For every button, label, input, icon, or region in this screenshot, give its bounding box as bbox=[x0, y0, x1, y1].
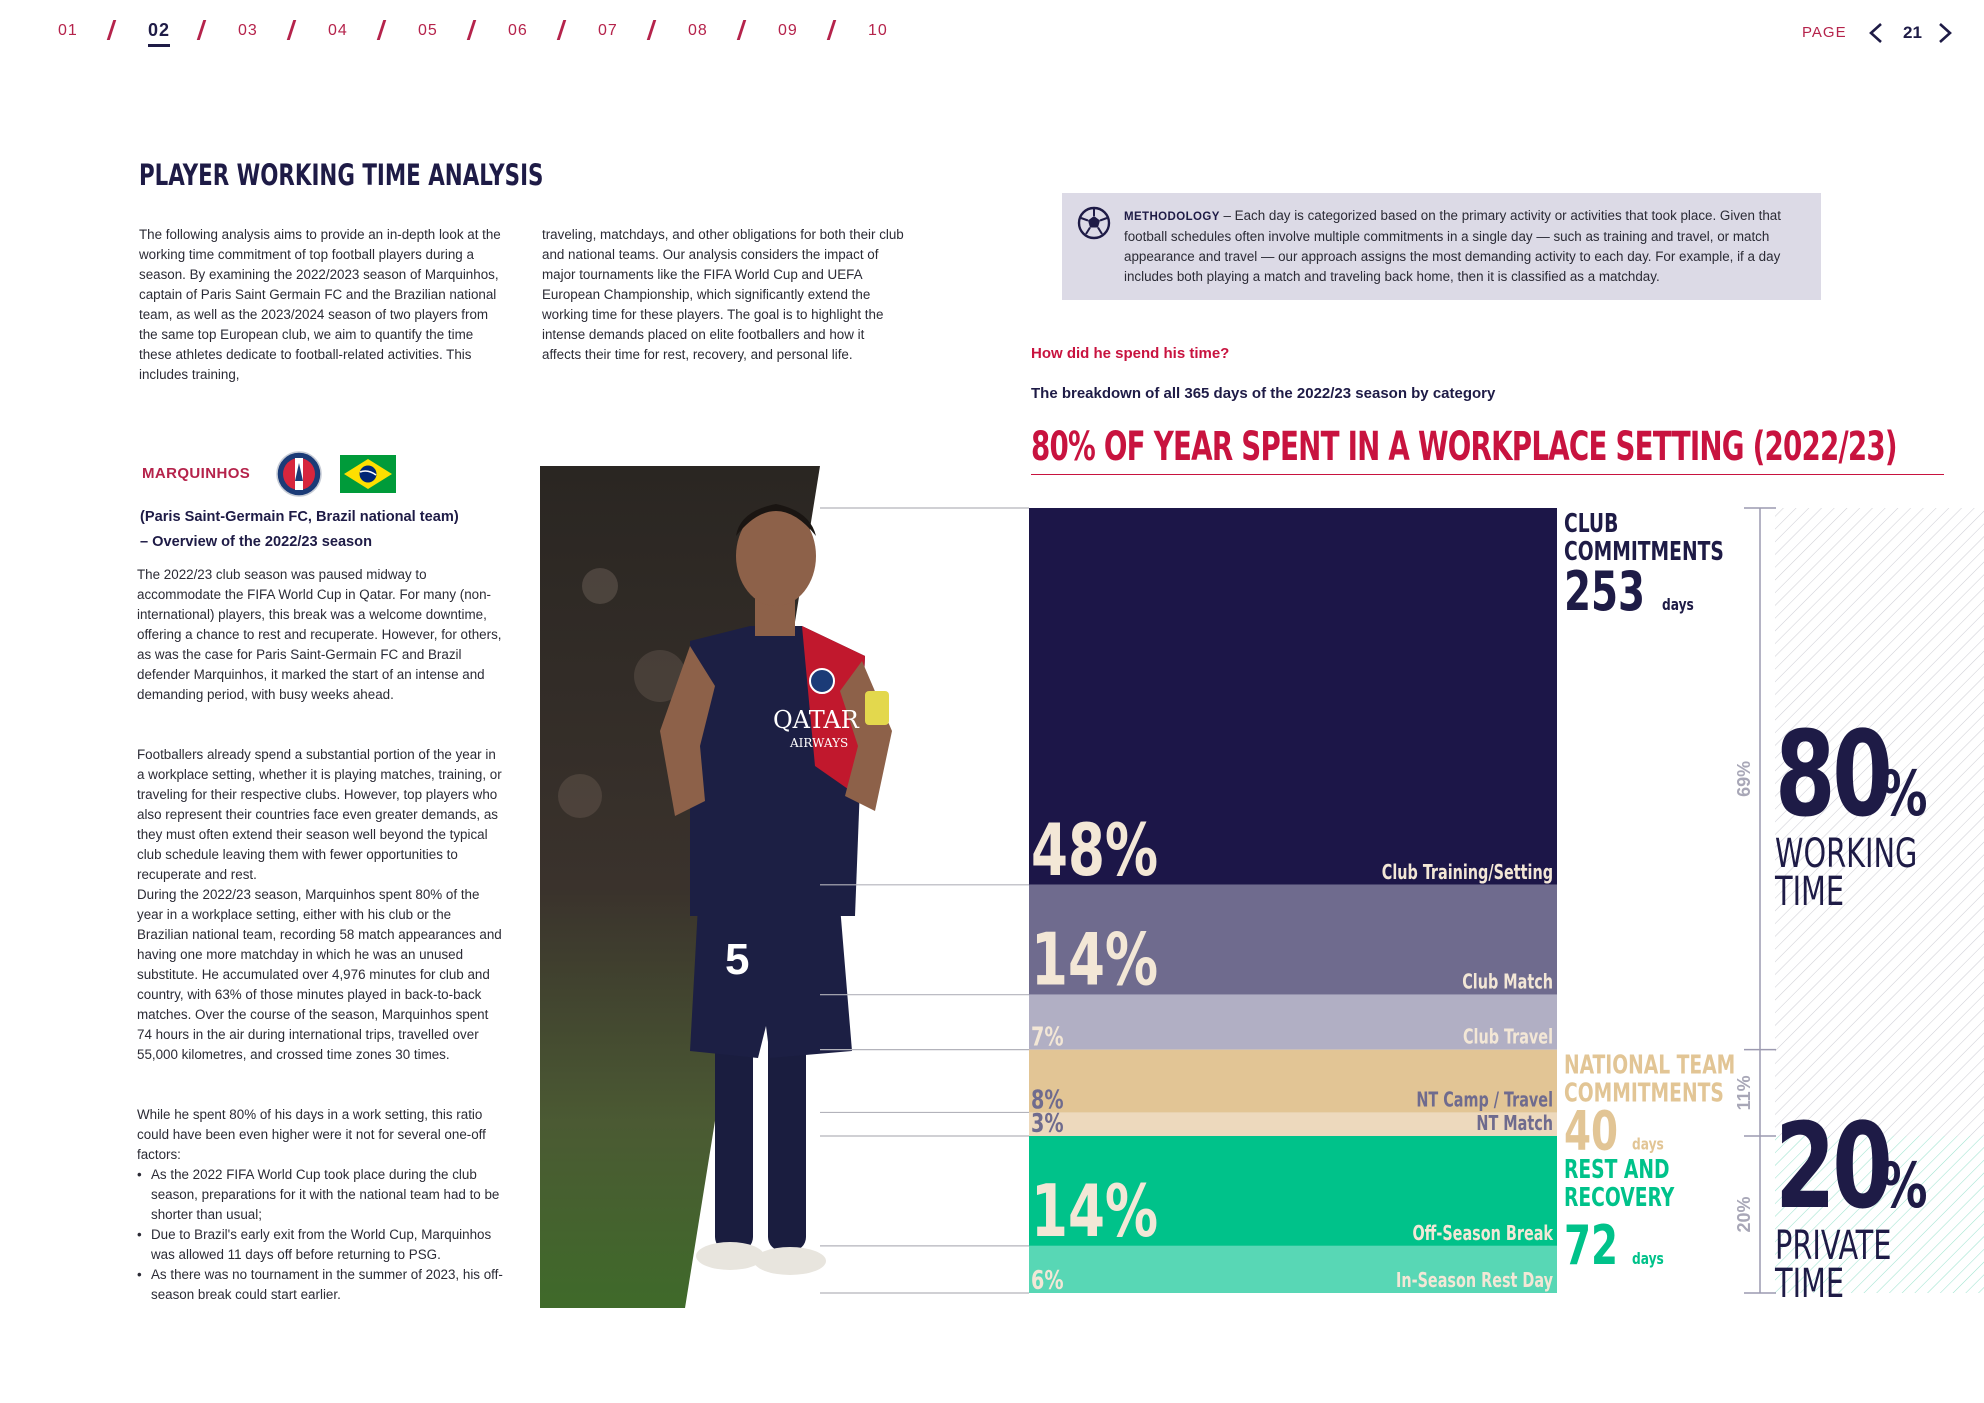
chart-question: How did he spend his time? bbox=[1031, 345, 1230, 362]
bar-category-label: NT Match bbox=[1476, 1112, 1553, 1136]
nav-item-07[interactable]: 07 bbox=[598, 22, 618, 39]
summary-percent: 80 bbox=[1775, 706, 1890, 844]
nav-item-10[interactable]: 10 bbox=[868, 22, 888, 39]
bullet-dot: • bbox=[137, 1227, 142, 1242]
bullet-dot: • bbox=[137, 1167, 142, 1182]
bullet-text: As there was no tournament in the summer of 2023, his off-season break could start earlier. bbox=[151, 1267, 503, 1302]
summary-percent-sign: % bbox=[1880, 1149, 1928, 1223]
bracket-percent-label: 69% bbox=[1734, 760, 1754, 797]
intro-col-1: The following analysis aims to provide an in-depth look at the working time commitment of top football players during a season. By examining the 2022/2023 season of Marquinhos, captain of Paris Saint Germain FC and the Brazilian national team, as well as the 2023/2024 season of two players from the same top European club, we aim to quantify the time these athletes dedicate to football-related activities. This includes training, bbox=[139, 227, 501, 382]
page-label: PAGE bbox=[1802, 24, 1847, 41]
player-para-1: The 2022/23 club season was paused midway to accommodate the FIFA World Cup in Qatar. For many (non-international) players, this break was a welcome downtime, offering a chance to rest and recuperate. However, for others, as was the case for Paris Saint-Germain FC and Brazil defender Marquinhos, it marked the start of an intense and demanding period, with busy weeks ahead. bbox=[137, 567, 502, 702]
bar-percent-label: 14% bbox=[1031, 1169, 1159, 1254]
nav-item-04[interactable]: 04 bbox=[328, 22, 348, 39]
bullet-text: As the 2022 FIFA World Cup took place during the club season, preparations for it with the national team had to be shorter than usual; bbox=[151, 1167, 500, 1222]
bar-percent-label: 7% bbox=[1031, 1021, 1064, 1053]
chart-subtitle: The breakdown of all 365 days of the 2022/23 season by category bbox=[1031, 385, 1496, 402]
bar-category-label: Off-Season Break bbox=[1412, 1222, 1553, 1246]
group-title: COMMITMENTS bbox=[1564, 1077, 1724, 1109]
bracket-percent-label: 20% bbox=[1734, 1196, 1754, 1233]
nav-item-05[interactable]: 05 bbox=[418, 22, 438, 39]
summary-line: WORKING bbox=[1775, 829, 1918, 877]
group-title: CLUB bbox=[1564, 507, 1619, 539]
player-subtitle-line-2: – Overview of the 2022/23 season bbox=[140, 534, 373, 550]
nav-item-08[interactable]: 08 bbox=[688, 22, 708, 39]
bar-category-label: Club Match bbox=[1462, 971, 1553, 995]
group-days: 40 bbox=[1564, 1099, 1619, 1163]
player-para-2: Footballers already spend a substantial portion of the year in a workplace setting, whether it is playing matches, training, or traveling for their respective clubs. However, top players who also represent their countries face even greater demands, as they must often extend their season well beyond the typical club schedule leaving them with fewer opportunities to recuperate and rest. bbox=[137, 747, 502, 882]
methodology-label: METHODOLOGY bbox=[1124, 211, 1220, 223]
summary-percent-sign: % bbox=[1880, 757, 1928, 831]
nav-item-01[interactable]: 01 bbox=[58, 22, 78, 39]
group-title: RECOVERY bbox=[1564, 1181, 1675, 1213]
bar-category-label: NT Camp / Travel bbox=[1416, 1088, 1553, 1112]
group-days-unit: days bbox=[1662, 595, 1694, 615]
page-number: 21 bbox=[1903, 23, 1922, 42]
page-title: PLAYER WORKING TIME ANALYSIS bbox=[139, 158, 544, 192]
group-days: 72 bbox=[1564, 1214, 1619, 1278]
methodology-text: – Each day is categorized based on the primary activity or activities that took place. Given that football schedules often involve multiple commitments in a single day — such as training and travel, or match appearance and travel — our approach assigns the most demanding activity to each day. For example, if a day includes both playing a match and traveling back home, then it is classified as a matchday. bbox=[1124, 208, 1781, 284]
player-para-3: During the 2022/23 season, Marquinhos spent 80% of the year in a workplace setting, either with his club or the Brazilian national team, recording 58 match appearances and having one more matchday in which he was an unused substitute. He accumulated over 4,976 minutes for club and country, with 63% of those minutes played in back-to-back matches. Over the course of the season, Marquinhos spent 74 hours in the air during international trips, travelled over 55,000 kilometres, and crossed time zones 30 times. bbox=[137, 887, 502, 1062]
summary-line: TIME bbox=[1775, 1259, 1845, 1307]
bullet-text: Due to Brazil's early exit from the World Cup, Marquinhos was allowed 11 days off before returning to PSG. bbox=[151, 1227, 492, 1262]
shirt-sponsor: QATAR bbox=[773, 706, 859, 734]
group-days: 253 bbox=[1564, 560, 1646, 624]
player-para-4: While he spent 80% of his days in a work setting, this ratio could have been even higher were it not for several one-off factors: bbox=[137, 1107, 486, 1162]
intro-col-2: traveling, matchdays, and other obligations for both their club and national teams. Our analysis considers the impact of major tournaments like the FIFA World Cup and UEFA European Championship, which significantly extend the working time for these players. The goal is to highlight the intense demands placed on elite footballers and how it affects their time for rest, recovery, and personal life. bbox=[542, 227, 904, 362]
group-days-unit: days bbox=[1632, 1249, 1664, 1269]
nav-item-02[interactable]: 02 bbox=[148, 20, 170, 47]
bar-percent-label: 14% bbox=[1031, 917, 1159, 1003]
summary-line: TIME bbox=[1775, 867, 1845, 915]
bar-category-label: In-Season Rest Day bbox=[1395, 1269, 1553, 1293]
bar-percent-label: 3% bbox=[1031, 1107, 1064, 1139]
bar-category-label: Club Travel bbox=[1462, 1025, 1553, 1050]
bar-percent-label: 6% bbox=[1031, 1264, 1064, 1296]
chart-headline: 80% OF YEAR SPENT IN A WORKPLACE SETTING (2022/23) bbox=[1031, 424, 1897, 470]
group-title: COMMITMENTS bbox=[1564, 535, 1724, 567]
nav-item-09[interactable]: 09 bbox=[778, 22, 798, 39]
player-subtitle-line-1: (Paris Saint-Germain FC, Brazil national team) bbox=[140, 509, 459, 525]
nav-item-06[interactable]: 06 bbox=[508, 22, 528, 39]
summary-percent: 20 bbox=[1775, 1098, 1890, 1236]
group-title: NATIONAL TEAM bbox=[1564, 1049, 1736, 1081]
bracket-percent-label: 11% bbox=[1734, 1075, 1754, 1111]
nav-item-03[interactable]: 03 bbox=[238, 22, 258, 39]
bar-category-label: Club Training/Setting bbox=[1381, 861, 1553, 885]
shirt-sponsor-2: AIRWAYS bbox=[790, 736, 849, 750]
group-title: REST AND bbox=[1564, 1153, 1670, 1185]
group-days-unit: days bbox=[1632, 1135, 1664, 1154]
shirt-number: 5 bbox=[725, 935, 750, 984]
player-name: MARQUINHOS bbox=[142, 465, 251, 482]
bar-percent-label: 48% bbox=[1031, 808, 1159, 893]
bullet-dot: • bbox=[137, 1267, 142, 1282]
bar-percent-label: 8% bbox=[1031, 1084, 1064, 1116]
summary-line: PRIVATE bbox=[1775, 1221, 1892, 1269]
